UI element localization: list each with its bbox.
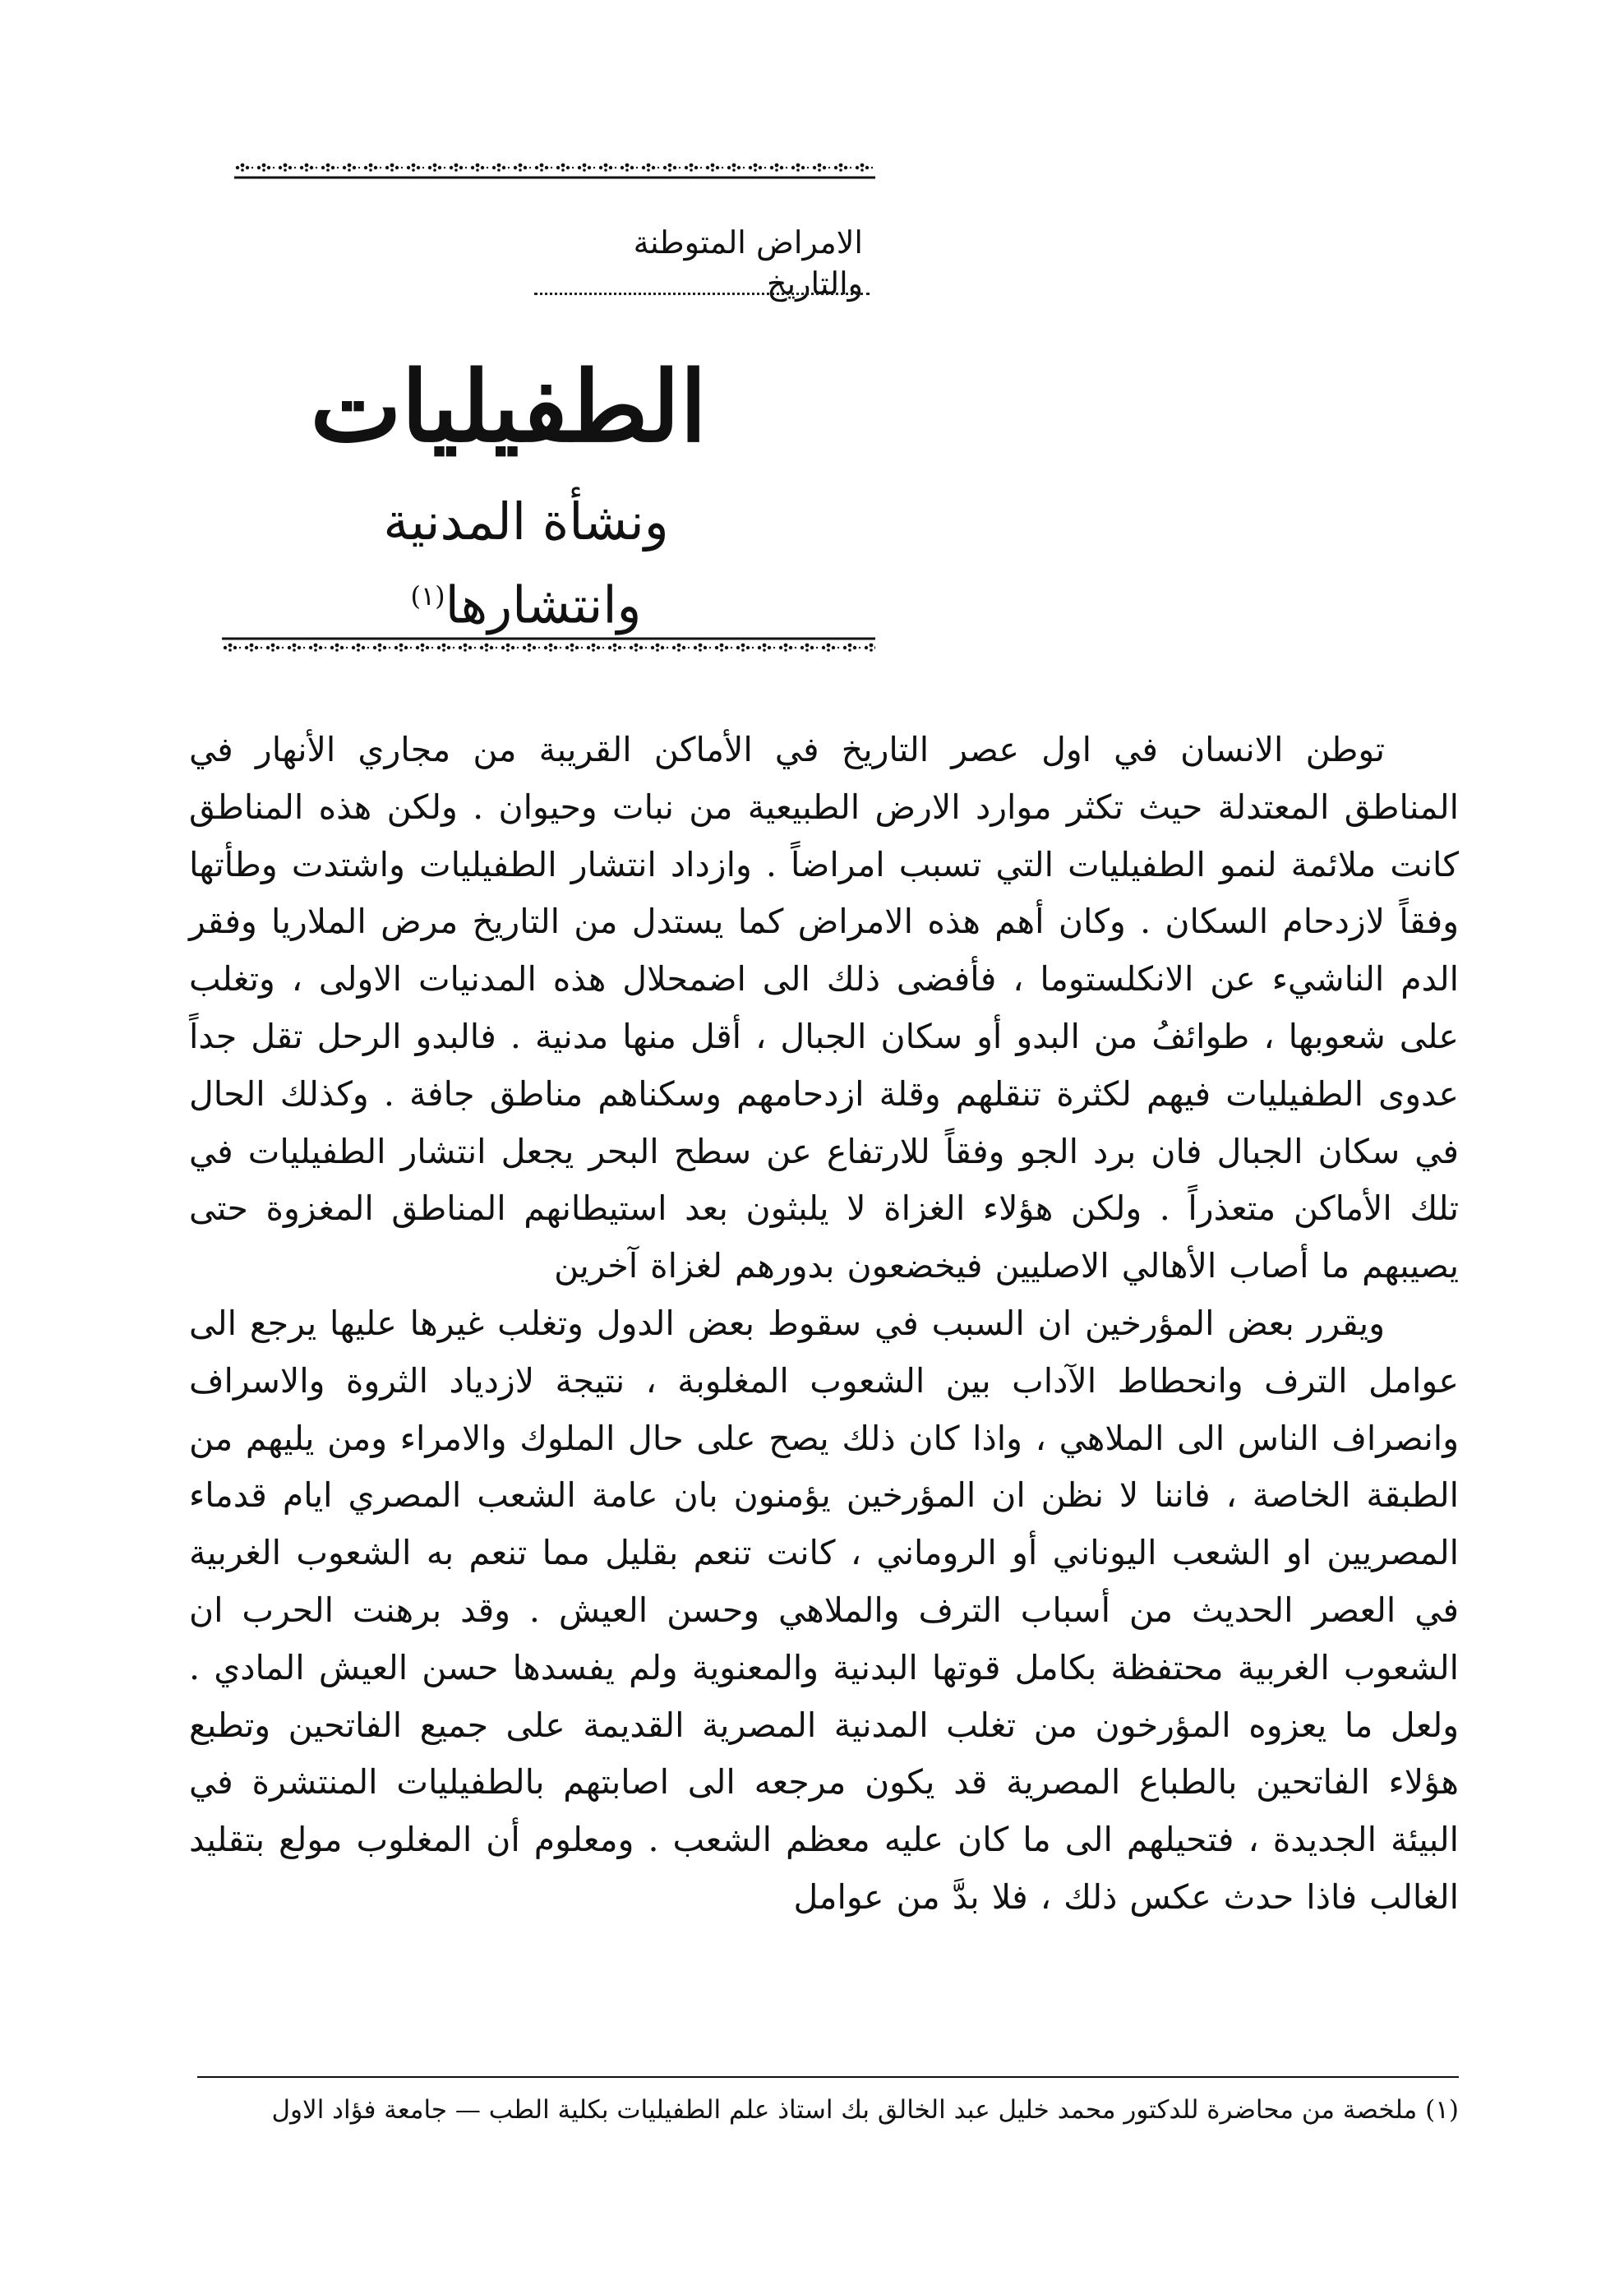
article-body	[189, 722, 1459, 1927]
article-subtitle	[296, 485, 756, 643]
footnote-rule	[197, 2076, 1459, 2078]
subtitle-text: ونشأة المدنية وانتشارها	[383, 492, 669, 635]
middle-ornamental-rule	[222, 635, 875, 659]
body-paragraph-1: توطن الانسان في اول عصر التاريخ في الأماكن القريبة من مجاري الأنهار في المناطق المعتدلة حيث تكثر موارد الارض الطبيعية من نبات وحيوان . ولكن هذه المناطق كانت ملائمة لنمو الطفيليات التي تسبب امراضاً . وازداد انتشار الطفيليات واشتدت وطأتها وفقاً لازدحام السكان . وكان أهم هذه الامراض كما يستدل من التاريخ مرض الملاريا وفقر الدم الناشيء عن الانكلستوما ، فأفضى ذلك الى اضمحلال هذه المدنيات الاولى ، وتغلب على شعوبها ، طوائفُ من البدو أو سكان الجبال ، أقل منها مدنية . فالبدو الرحل تقل جداً عدوى الطفيليات فيهم لكثرة تنقلهم وقلة ازدحامهم وسكناهم مناطق جافة . وكذلك الحال في سكان الجبال فان برد الجو وفقاً للارتفاع عن سطح البحر يجعل انتشار الطفيليات في تلك الأماكن متعذراً . ولكن هؤلاء الغزاة لا يلبثون بعد استيطانهم المناطق المغزوة حتى يصيبهم ما أصاب الأهالي الاصليين فيخضعون بدورهم لغزاة آخرين	[189, 730, 1459, 1286]
running-header: الامراض المتوطنة والتاريخ	[633, 224, 863, 302]
header-dotted-rule	[534, 293, 870, 295]
article-title: الطفيليات	[310, 349, 707, 464]
footnote: (١) ملخصة من محاضرة للدكتور محمد خليل عبد الخالق بك استاذ علم الطفيليات بكلية الطب — جامعة فؤاد الاول	[271, 2095, 1459, 2125]
subtitle-footnote-marker: (١)	[410, 580, 445, 612]
body-paragraph-2: ويقرر بعض المؤرخين ان السبب في سقوط بعض الدول وتغلب غيرها عليها يرجع الى عوامل الترف وانحطاط الآداب بين الشعوب المغلوبة ، نتيجة لازدياد الثروة والاسراف وانصراف الناس الى الملاهي ، واذا كان ذلك يصح على حال الملوك والامراء ومن يليهم من الطبقة الخاصة ، فاننا لا نظن ان المؤرخين يؤمنون بان عامة الشعب المصري ايام قدماء المصريين او الشعب اليوناني أو الروماني ، كانت تنعم بقليل مما تنعم به الشعوب الغربية في العصر الحديث من أسباب الترف والملاهي وحسن العيش . وقد برهنت الحرب ان الشعوب الغربية محتفظة بكامل قوتها البدنية والمعنوية ولم يفسدها حسن العيش المادي . ولعل ما يعزوه المؤرخون من تغلب المدنية المصرية القديمة على جميع الفاتحين وتطبع هؤلاء الفاتحين بالطباع المصرية قد يكون مرجعه الى اصابتهم بالطفيليات المنتشرة في البيئة الجديدة ، فتحيلهم الى ما كان عليه معظم الشعب . ومعلوم أن المغلوب مولع بتقليد الغالب فاذا حدث عكس ذلك ، فلا بدَّ من عوامل	[189, 1303, 1459, 1917]
top-ornamental-rule	[234, 158, 875, 182]
